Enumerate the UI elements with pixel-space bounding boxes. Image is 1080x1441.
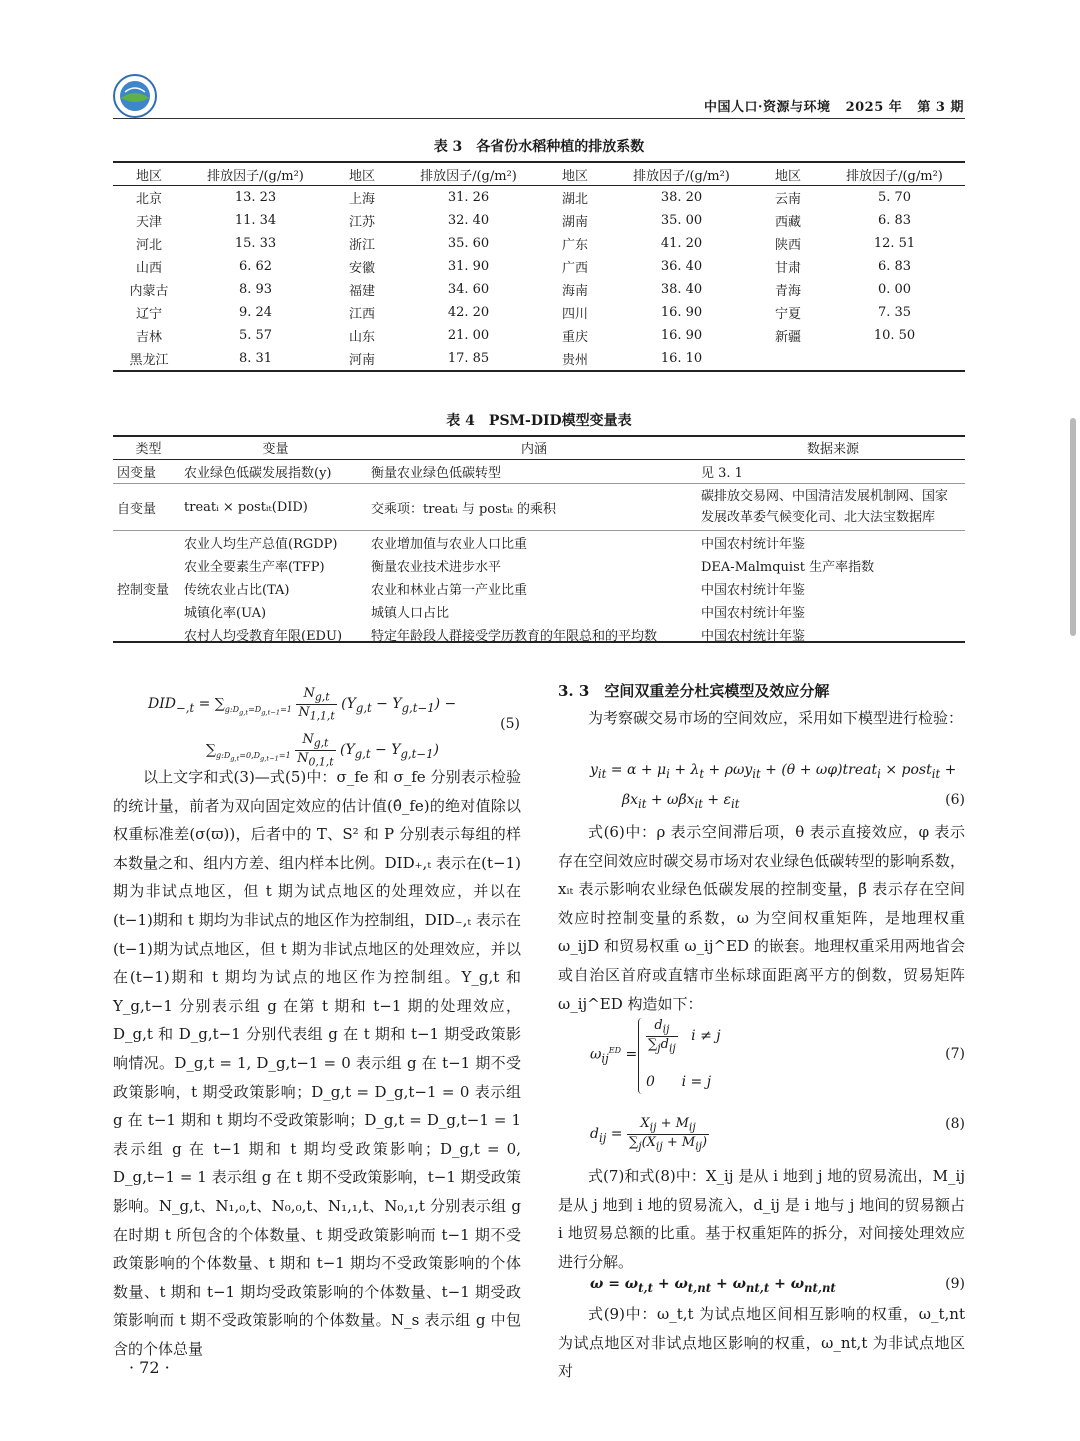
t3-factor-cell: 36. 40: [660, 259, 703, 274]
t3-region-cell: 辽宁: [135, 307, 162, 322]
table3-row: [113, 278, 965, 301]
t3-factor-cell: 6. 62: [238, 259, 273, 274]
t3-factor-cell: 12. 51: [873, 236, 916, 251]
table3: [113, 163, 965, 370]
t3-region-cell: 天津: [135, 215, 162, 230]
t3-region-cell: 广东: [561, 238, 588, 253]
t3-region-cell: 西藏: [774, 215, 801, 230]
t3-region-cell: 吉林: [135, 330, 162, 345]
t3-factor-cell: 42. 20: [447, 305, 490, 320]
table4-title: 表 4 PSM-DID模型变量表: [446, 413, 632, 429]
t4-dep-meaning: 衡量农业绿色低碳转型: [371, 466, 502, 481]
t3-header-cell: 地区: [135, 169, 162, 184]
eq7-number: (7): [945, 1046, 965, 1062]
t4-indep-type: 自变量: [117, 501, 157, 517]
t3-region-cell: [752, 347, 824, 370]
table3-row: [113, 324, 965, 347]
t3-region-cell: 四川: [561, 307, 588, 322]
t4-control-var: 传统农业占比(TA): [184, 583, 290, 598]
right-intro: 为考察碳交易市场的空间效应，采用如下模型进行检验：: [588, 709, 964, 727]
t3-region-cell: 重庆: [561, 330, 588, 345]
t3-region-cell: 福建: [348, 284, 375, 299]
equation-6: $y_{it} = \alpha + \mu_i + \lambda_t + \rho\omega y_{it} + (\theta$ + ωφ)treat$_i$ × post$_{it}$ + $\beta x_{it}$ + $\omega\betäx_{it} + \varepsilon_{it}$ (6): [590, 762, 965, 811]
t4-indep-source-2: 发展改革委气候变化司、北大法宝数据库: [701, 510, 936, 525]
scrollbar[interactable]: [1070, 418, 1076, 636]
t3-region-cell: 安徽: [348, 261, 375, 276]
table4: [113, 436, 965, 646]
eq5-number: (5): [500, 716, 520, 732]
journal-header: [704, 96, 964, 115]
t3-header-cell: 地区: [774, 169, 801, 184]
t3-header-cell: 排放因子/(g/m²): [420, 169, 517, 184]
t4-control-meaning: 衡量农业技术进步水平: [371, 560, 502, 575]
t4-dep-type: 因变量: [117, 466, 157, 481]
equation-8: $d_{ij}$ = $\frac{X_{ij} + M_{ij}}{\sum_j(X_{ij} + M_{ij})}$ (8): [590, 1116, 965, 1153]
t3-factor-cell: 8. 31: [238, 351, 273, 366]
journal-issue: 第 3 期: [917, 100, 964, 115]
t3-factor-cell: 32. 40: [447, 213, 490, 228]
t3-factor-cell: [824, 347, 965, 370]
t3-region-cell: 山西: [135, 261, 162, 276]
t3-header-cell: 排放因子/(g/m²): [207, 169, 304, 184]
equation-5: $DID_{-,t} = \sum_{g:D_{g,t}=D_{g,t-1}=1}$ $\frac{N_{g,t}}{N_{1,1,t}}$ $(Y_{g,t} - Y_{g,t-1})$ − $\sum_{g:D_{g,t}=0,D_{g,t-1}=1}$ $\frac{N_{g,t}}{N_{0,1,t}}$ $(Y_{g,t} - Y_{g,t-1})$ (5): [148, 686, 520, 769]
t3-factor-cell: 6. 83: [877, 259, 912, 274]
t4-control-var: 农业全要素生产率(TFP): [184, 560, 325, 575]
t4-dep-var: 农业绿色低碳发展指数(y): [184, 466, 332, 481]
t4-row-dep: [113, 460, 965, 484]
t3-factor-cell: 10. 50: [873, 328, 916, 343]
t3-factor-cell: 31. 90: [447, 259, 490, 274]
eq6-number: (6): [945, 792, 965, 808]
t3-region-cell: 湖南: [561, 215, 588, 230]
t3-region-cell: 贵州: [561, 353, 588, 368]
t3-region-cell: 上海: [348, 192, 375, 207]
journal-year: 2025 年: [845, 100, 903, 115]
t4-header-type: 类型: [135, 442, 162, 457]
t4-control-meaning: 城镇人口占比: [371, 606, 450, 621]
t4-indep-var: treatᵢ × postᵢₜ(DID): [184, 499, 308, 515]
t4-row-control-3: [113, 600, 965, 623]
t3-factor-cell: 17. 85: [447, 351, 490, 366]
table3-header-row: [113, 163, 965, 186]
t4-control-source: DEA-Malmquist 生产率指数: [701, 560, 875, 575]
t4-row-control-2: [113, 577, 965, 600]
t3-header-cell: 排放因子/(g/m²): [846, 169, 943, 184]
table3-row: [113, 186, 965, 209]
t4-control-source: 中国农村统计年鉴: [701, 629, 806, 644]
t3-region-cell: 广西: [561, 261, 588, 276]
t3-factor-cell: 6. 83: [877, 213, 912, 228]
t3-factor-cell: 8. 93: [238, 282, 273, 297]
table3-row: [113, 255, 965, 278]
t3-factor-cell: 16. 90: [660, 305, 703, 320]
t3-factor-cell: 5. 57: [238, 328, 273, 343]
t3-region-cell: 黑龙江: [129, 353, 169, 368]
t3-region-cell: 海南: [561, 284, 588, 299]
t3-region-cell: 浙江: [348, 238, 375, 253]
t3-factor-cell: 15. 33: [234, 236, 277, 251]
t4-control-source: 中国农村统计年鉴: [701, 606, 806, 621]
t4-control-source: 中国农村统计年鉴: [701, 537, 806, 552]
table3-row: [113, 232, 965, 255]
t4-header-source: 数据来源: [806, 442, 859, 457]
t3-factor-cell: 11. 34: [234, 213, 277, 228]
t4-control-meaning: 特定年龄段人群接受学历教育的年限总和的平均数: [371, 629, 658, 644]
t4-dep-source: 见 3. 1: [701, 466, 743, 481]
t4-indep-source-1: 碳排放交易网、中国清洁发展机制网、国家: [701, 489, 949, 504]
t3-region-cell: 北京: [135, 192, 162, 207]
t3-region-cell: 河北: [135, 238, 162, 253]
eq8-number: (8): [945, 1116, 965, 1132]
table3-row: [113, 301, 965, 324]
page-number: · 72 ·: [129, 1358, 170, 1377]
t3-region-cell: 湖北: [561, 192, 588, 207]
t3-region-cell: 陕西: [774, 238, 801, 253]
t3-header-cell: 排放因子/(g/m²): [633, 169, 730, 184]
table3-title: 表 3 各省份水稻种植的排放系数: [433, 139, 645, 155]
equation-9: $\omega = \omega_{t,t} + \omega_{t,nt} + \omega_{nt,t} + \omega_{nt,nt}$ (9): [590, 1276, 965, 1295]
t3-factor-cell: 38. 20: [660, 190, 703, 205]
t3-factor-cell: 35. 00: [660, 213, 703, 228]
t4-control-var: 农村人均受教育年限(EDU): [184, 629, 343, 644]
t4-control-var: 城镇化率(UA): [184, 606, 267, 621]
t3-region-cell: 江苏: [348, 215, 375, 230]
t3-header-cell: 地区: [348, 169, 375, 184]
t3-factor-cell: 38. 40: [660, 282, 703, 297]
t4-row-indep: [113, 484, 965, 531]
t4-control-meaning: 农业增加值与农业人口比重: [371, 537, 528, 552]
t3-factor-cell: 41. 20: [660, 236, 703, 251]
t3-factor-cell: 31. 26: [447, 190, 490, 205]
right-paragraph-9: 式(9)中：ω_t,t 为试点地区间相互影响的权重，ω_t,nt 为试点地区对非试点地区影响的权重，ω_nt,t 为非试点地区对: [558, 1305, 965, 1381]
t4-control-type: 控制变量: [117, 583, 170, 598]
t3-factor-cell: 0. 00: [877, 282, 912, 297]
t3-factor-cell: 21. 00: [447, 328, 490, 343]
t3-factor-cell: 9. 24: [238, 305, 273, 320]
table4-bottom-rule: [113, 641, 965, 643]
t3-factor-cell: 13. 23: [234, 190, 277, 205]
journal-logo: [113, 74, 157, 118]
t4-indep-meaning: 交乘项：treatᵢ 与 postᵢₜ 的乘积: [371, 501, 556, 517]
section-3-3-heading: 3. 3 空间双重差分杜宾模型及效应分解: [558, 682, 830, 700]
t3-factor-cell: 5. 70: [877, 190, 912, 205]
t4-header-meaning: 内涵: [520, 442, 547, 457]
t3-header-cell: 地区: [561, 169, 588, 184]
table3-row: [113, 347, 965, 370]
t3-region-cell: 河南: [348, 353, 375, 368]
table3-row: [113, 209, 965, 232]
left-paragraph: 以上文字和式(3)—式(5)中：σ_fe 和 σ_fe 分别表示检验的统计量，前者为双向固定效应的估计值(θ̂_fe)的绝对值除以权重标准差(σ(ϖ))，后者中的 T、S² 和 P 分别表示每组的样本数量之和、组内方差、组内样本比例。DID₊,ₜ 表示在(t−1)期为非试点地区，但 t 期为试点地区的处理效应，并以在(t−1)期和 t 期均为非试点的地区作为控制组，DID₋,ₜ 表示在(t−1)期为试点地区，但 t 期为非试点地区的处理效应，并以在(t−1)期和 t 期均为试点的地区作为控制组。Y_g,t 和 Y_g,t−1 分别表示组 g 在第 t 期和 t−1 期的处理效应，D_g,t 和 D_g,t−1 分别代表组 g 在 t 期和 t−1 期受政策影响情况。D_g,t = 1, D_g,t−1 = 0 表示组 g 在 t−1 期不受政策影响，t 期受政策影响；D_g,t = D_g,t−1 = 0 表示组 g 在 t−1 期和 t 期均不受政策影响；D_g,t = D_g,t−1 = 1 表示组 g 在 t−1 期和 t 期均受政策影响；D_g,t = 0, D_g,t−1 = 1 表示组 g 在 t 期不受政策影响，t−1 期受政策影响。N_g,t、N₁,₀,t、N₀,₀,t、N₁,₁,t、N₀,₁,t 分别表示组 g 在时期 t 所包含的个体数量、t 期受政策影响而 t−1 期不受政策影响的个体数量、t 期和 t−1 期均不受政策影响的个体数量、t 期和 t−1 期均受政策影响的个体数量、t−1 期受政策影响而 t 期不受政策影响的个体数量。N_s 表示组 g 中包含的个体总量: [113, 768, 521, 1358]
t3-region-cell: 江西: [348, 307, 375, 322]
t3-region-cell: 宁夏: [774, 307, 801, 322]
t3-factor-cell: 7. 35: [877, 305, 912, 320]
t3-region-cell: 甘肃: [774, 261, 801, 276]
equation-7: $\omega_{ij}^{ED}$ = $\frac{d_{ij}}{\sum_jd_{ij}}$ i ≠ j 0 i = j (7): [558, 1018, 965, 1096]
t3-region-cell: 青海: [774, 284, 801, 299]
t3-region-cell: 云南: [774, 192, 801, 207]
t4-indep-source: [697, 484, 965, 531]
table4-header-row: [113, 436, 965, 460]
journal-name: 中国人口·资源与环境: [703, 100, 831, 115]
t4-control-source: 中国农村统计年鉴: [701, 583, 806, 598]
t3-factor-cell: 16. 90: [660, 328, 703, 343]
t3-region-cell: 山东: [348, 330, 375, 345]
eq9-number: (9): [945, 1276, 965, 1292]
t4-control-var: 农业人均生产总值(RGDP): [184, 537, 338, 552]
t3-region-cell: 新疆: [774, 330, 801, 345]
table3-bottom-rule: [113, 370, 965, 372]
t4-row-control-0: [113, 531, 965, 555]
header-rule: [113, 118, 965, 119]
t4-header-var: 变量: [262, 442, 289, 457]
t3-factor-cell: 35. 60: [447, 236, 490, 251]
table3-header-rule: [113, 185, 965, 186]
t3-region-cell: 内蒙古: [129, 284, 169, 299]
t3-factor-cell: 34. 60: [447, 282, 490, 297]
t3-factor-cell: 16. 10: [660, 351, 703, 366]
right-paragraph-8: 式(7)和式(8)中：X_ij 是从 i 地到 j 地的贸易流出，M_ij 是从 j 地到 i 地的贸易流入，d_ij 是 i 地与 j 地间的贸易额占 i 地贸易总额的比重。基于权重矩阵的拆分，对间接处理效应进行分解。: [558, 1167, 965, 1271]
t4-control-meaning: 农业和林业占第一产业比重: [371, 583, 528, 598]
right-paragraph-6: 式(6)中：ρ 表示空间滞后项，θ 表示直接效应，φ 表示存在空间效应时碳交易市场对农业绿色低碳转型的影响系数，xᵢₜ 表示影响农业绿色低碳发展的控制变量，β̈ 表示存在空间效应时控制变量的系数，ω 为空间权重矩阵，是地理权重 ω_ijD 和贸易权重 ω_ij^ED 的嵌套。地理权重采用两地省会或自治区首府或直辖市坐标球面距离平方的倒数，贸易矩阵 ω_ij^ED 构造如下：: [558, 823, 965, 1013]
t4-row-control-1: [113, 554, 965, 577]
